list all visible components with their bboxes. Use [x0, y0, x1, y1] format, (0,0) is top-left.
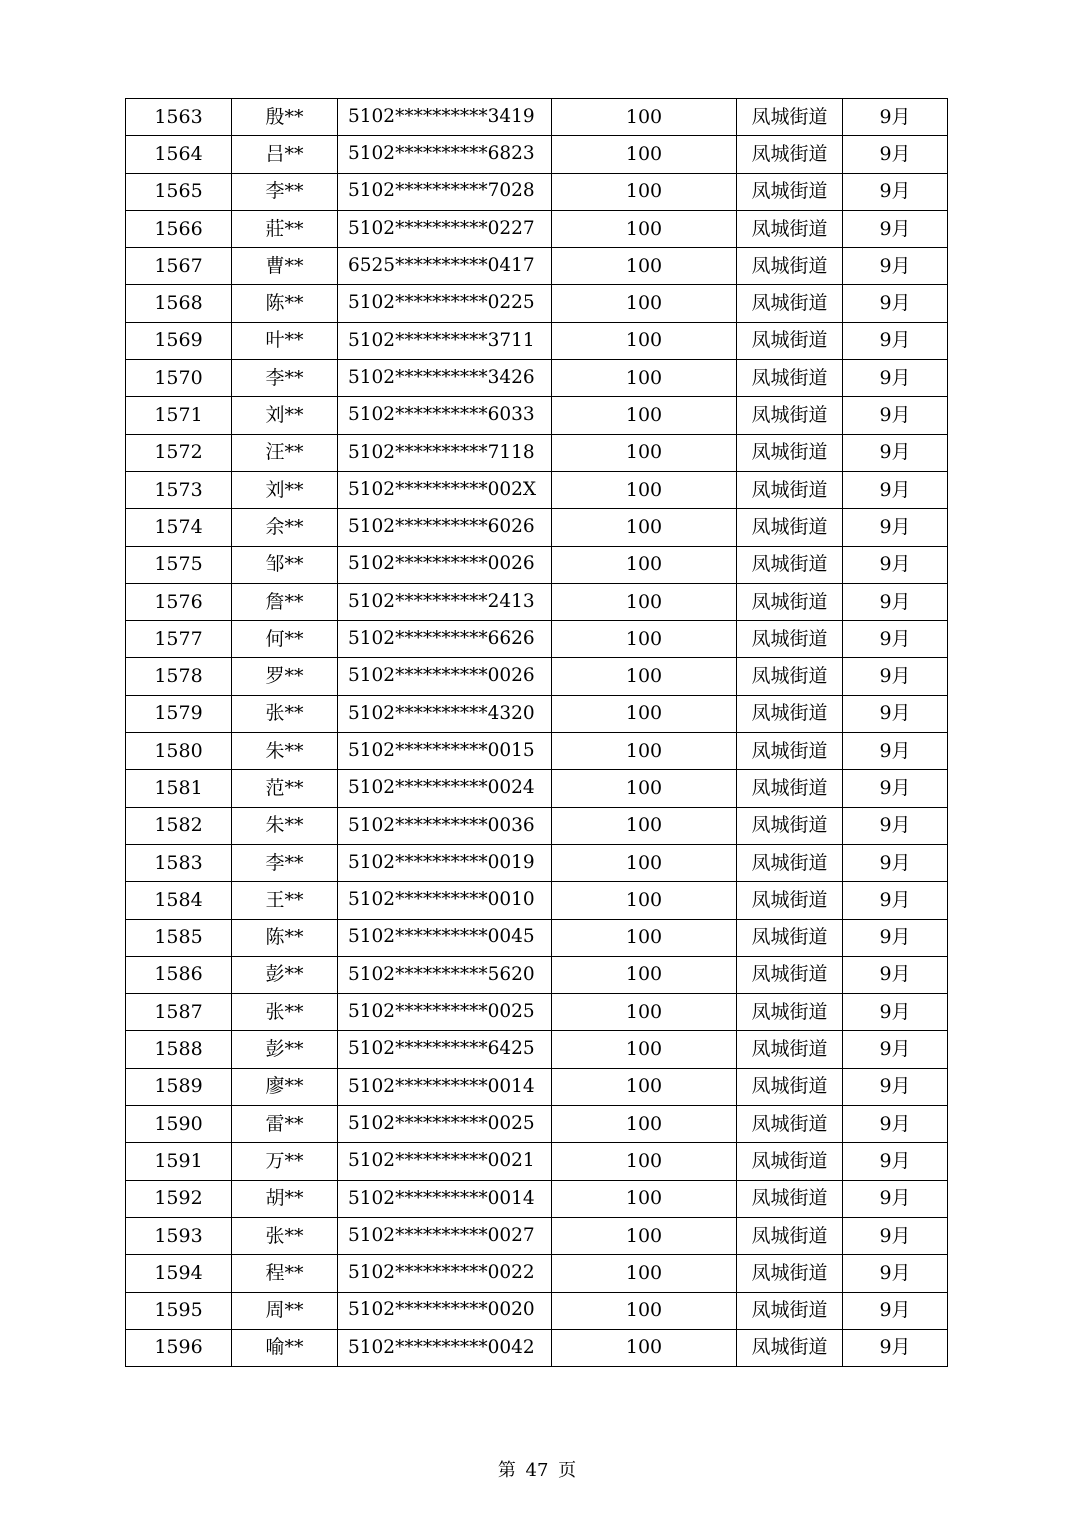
cell-name: 万** [232, 1143, 338, 1180]
table-row [126, 210, 948, 247]
table-row [126, 248, 948, 285]
cell-number: 1571 [126, 397, 232, 434]
table-row [126, 1329, 948, 1366]
cell-amount: 100 [552, 1292, 737, 1329]
cell-street: 凤城街道 [737, 1180, 843, 1217]
cell-amount: 100 [552, 1217, 737, 1254]
cell-name: 余** [232, 509, 338, 546]
cell-amount: 100 [552, 360, 737, 397]
cell-street: 凤城街道 [737, 434, 843, 471]
cell-id-number: 5102**********0021 [338, 1143, 552, 1180]
cell-month: 9月 [843, 471, 948, 508]
cell-number: 1589 [126, 1068, 232, 1105]
cell-month: 9月 [843, 919, 948, 956]
cell-number: 1594 [126, 1255, 232, 1292]
cell-id-number: 5102**********0026 [338, 658, 552, 695]
table-row [126, 770, 948, 807]
cell-id-number: 5102**********0022 [338, 1255, 552, 1292]
cell-number: 1583 [126, 844, 232, 881]
cell-name: 邹** [232, 546, 338, 583]
cell-number: 1573 [126, 471, 232, 508]
cell-number: 1574 [126, 509, 232, 546]
cell-month: 9月 [843, 360, 948, 397]
cell-month: 9月 [843, 956, 948, 993]
cell-name: 曹** [232, 248, 338, 285]
cell-name: 陈** [232, 919, 338, 956]
cell-amount: 100 [552, 807, 737, 844]
cell-amount: 100 [552, 658, 737, 695]
cell-name: 彭** [232, 956, 338, 993]
cell-amount: 100 [552, 1255, 737, 1292]
cell-id-number: 5102**********7028 [338, 173, 552, 210]
cell-name: 程** [232, 1255, 338, 1292]
cell-id-number: 5102**********0227 [338, 210, 552, 247]
table-row [126, 360, 948, 397]
cell-month: 9月 [843, 99, 948, 136]
cell-id-number: 5102**********6626 [338, 621, 552, 658]
cell-month: 9月 [843, 1329, 948, 1366]
cell-month: 9月 [843, 285, 948, 322]
cell-number: 1572 [126, 434, 232, 471]
cell-amount: 100 [552, 956, 737, 993]
cell-month: 9月 [843, 621, 948, 658]
cell-id-number: 5102**********0042 [338, 1329, 552, 1366]
cell-amount: 100 [552, 509, 737, 546]
cell-amount: 100 [552, 471, 737, 508]
cell-id-number: 5102**********0027 [338, 1217, 552, 1254]
table-row [126, 509, 948, 546]
cell-name: 彭** [232, 1031, 338, 1068]
cell-name: 李** [232, 360, 338, 397]
table-row [126, 322, 948, 359]
cell-amount: 100 [552, 546, 737, 583]
cell-street: 凤城街道 [737, 322, 843, 359]
table-row [126, 956, 948, 993]
cell-name: 吕** [232, 136, 338, 173]
cell-month: 9月 [843, 1143, 948, 1180]
cell-number: 1585 [126, 919, 232, 956]
cell-month: 9月 [843, 695, 948, 732]
cell-name: 叶** [232, 322, 338, 359]
cell-name: 莊** [232, 210, 338, 247]
cell-id-number: 5102**********0024 [338, 770, 552, 807]
cell-street: 凤城街道 [737, 1329, 843, 1366]
cell-id-number: 5102**********0036 [338, 807, 552, 844]
cell-month: 9月 [843, 1292, 948, 1329]
cell-amount: 100 [552, 99, 737, 136]
cell-month: 9月 [843, 1180, 948, 1217]
cell-amount: 100 [552, 1106, 737, 1143]
cell-amount: 100 [552, 844, 737, 881]
cell-id-number: 5102**********3711 [338, 322, 552, 359]
cell-month: 9月 [843, 1068, 948, 1105]
cell-amount: 100 [552, 695, 737, 732]
cell-name: 廖** [232, 1068, 338, 1105]
cell-amount: 100 [552, 1329, 737, 1366]
page-number: 第 47 页 [497, 1460, 577, 1481]
cell-name: 王** [232, 882, 338, 919]
cell-number: 1579 [126, 695, 232, 732]
cell-number: 1565 [126, 173, 232, 210]
cell-street: 凤城街道 [737, 919, 843, 956]
table-row [126, 1180, 948, 1217]
cell-id-number: 5102**********0026 [338, 546, 552, 583]
cell-month: 9月 [843, 882, 948, 919]
cell-id-number: 5102**********3419 [338, 99, 552, 136]
cell-month: 9月 [843, 248, 948, 285]
table-row [126, 99, 948, 136]
cell-month: 9月 [843, 994, 948, 1031]
cell-amount: 100 [552, 285, 737, 322]
cell-number: 1576 [126, 583, 232, 620]
cell-street: 凤城街道 [737, 1143, 843, 1180]
cell-name: 罗** [232, 658, 338, 695]
table-row [126, 583, 948, 620]
cell-number: 1578 [126, 658, 232, 695]
cell-name: 詹** [232, 583, 338, 620]
cell-number: 1592 [126, 1180, 232, 1217]
cell-number: 1586 [126, 956, 232, 993]
cell-street: 凤城街道 [737, 1031, 843, 1068]
cell-street: 凤城街道 [737, 285, 843, 322]
cell-id-number: 5102**********3426 [338, 360, 552, 397]
cell-number: 1563 [126, 99, 232, 136]
cell-id-number: 5102**********0015 [338, 733, 552, 770]
cell-number: 1582 [126, 807, 232, 844]
cell-month: 9月 [843, 583, 948, 620]
cell-id-number: 5102**********5620 [338, 956, 552, 993]
cell-street: 凤城街道 [737, 248, 843, 285]
cell-number: 1584 [126, 882, 232, 919]
cell-month: 9月 [843, 173, 948, 210]
cell-number: 1581 [126, 770, 232, 807]
cell-street: 凤城街道 [737, 621, 843, 658]
data-table [125, 98, 948, 1367]
cell-name: 朱** [232, 807, 338, 844]
cell-street: 凤城街道 [737, 844, 843, 881]
table-row [126, 1292, 948, 1329]
table-row [126, 471, 948, 508]
cell-amount: 100 [552, 434, 737, 471]
cell-amount: 100 [552, 1031, 737, 1068]
cell-street: 凤城街道 [737, 882, 843, 919]
cell-street: 凤城街道 [737, 546, 843, 583]
cell-street: 凤城街道 [737, 695, 843, 732]
table-row [126, 434, 948, 471]
table-row [126, 1217, 948, 1254]
cell-amount: 100 [552, 322, 737, 359]
cell-amount: 100 [552, 621, 737, 658]
table-row [126, 994, 948, 1031]
cell-number: 1564 [126, 136, 232, 173]
cell-id-number: 5102**********0025 [338, 994, 552, 1031]
cell-name: 张** [232, 994, 338, 1031]
cell-id-number: 5102**********6033 [338, 397, 552, 434]
cell-number: 1568 [126, 285, 232, 322]
cell-number: 1596 [126, 1329, 232, 1366]
cell-amount: 100 [552, 733, 737, 770]
cell-id-number: 5102**********002X [338, 471, 552, 508]
cell-id-number: 5102**********6026 [338, 509, 552, 546]
cell-number: 1593 [126, 1217, 232, 1254]
table-row [126, 882, 948, 919]
cell-month: 9月 [843, 1217, 948, 1254]
cell-number: 1595 [126, 1292, 232, 1329]
cell-id-number: 5102**********0014 [338, 1068, 552, 1105]
cell-month: 9月 [843, 322, 948, 359]
cell-month: 9月 [843, 733, 948, 770]
table-row [126, 173, 948, 210]
cell-name: 范** [232, 770, 338, 807]
cell-amount: 100 [552, 1143, 737, 1180]
cell-street: 凤城街道 [737, 1255, 843, 1292]
cell-street: 凤城街道 [737, 173, 843, 210]
cell-id-number: 5102**********0014 [338, 1180, 552, 1217]
cell-month: 9月 [843, 509, 948, 546]
cell-street: 凤城街道 [737, 733, 843, 770]
cell-id-number: 5102**********0225 [338, 285, 552, 322]
table-row [126, 621, 948, 658]
cell-name: 李** [232, 173, 338, 210]
cell-month: 9月 [843, 807, 948, 844]
cell-street: 凤城街道 [737, 210, 843, 247]
cell-street: 凤城街道 [737, 136, 843, 173]
cell-month: 9月 [843, 546, 948, 583]
cell-id-number: 5102**********4320 [338, 695, 552, 732]
cell-name: 汪** [232, 434, 338, 471]
cell-street: 凤城街道 [737, 397, 843, 434]
cell-month: 9月 [843, 1255, 948, 1292]
cell-street: 凤城街道 [737, 99, 843, 136]
cell-street: 凤城街道 [737, 658, 843, 695]
cell-number: 1569 [126, 322, 232, 359]
cell-id-number: 5102**********6823 [338, 136, 552, 173]
table-row [126, 1031, 948, 1068]
cell-amount: 100 [552, 882, 737, 919]
cell-month: 9月 [843, 136, 948, 173]
cell-name: 刘** [232, 471, 338, 508]
table-row [126, 807, 948, 844]
cell-amount: 100 [552, 173, 737, 210]
cell-name: 雷** [232, 1106, 338, 1143]
cell-id-number: 5102**********0010 [338, 882, 552, 919]
table-row [126, 1068, 948, 1105]
cell-id-number: 6525**********0417 [338, 248, 552, 285]
cell-street: 凤城街道 [737, 360, 843, 397]
cell-month: 9月 [843, 397, 948, 434]
cell-month: 9月 [843, 844, 948, 881]
cell-amount: 100 [552, 583, 737, 620]
cell-street: 凤城街道 [737, 509, 843, 546]
cell-month: 9月 [843, 770, 948, 807]
cell-street: 凤城街道 [737, 583, 843, 620]
cell-number: 1590 [126, 1106, 232, 1143]
cell-name: 喻** [232, 1329, 338, 1366]
cell-street: 凤城街道 [737, 770, 843, 807]
cell-id-number: 5102**********0045 [338, 919, 552, 956]
table-row [126, 1106, 948, 1143]
cell-street: 凤城街道 [737, 1106, 843, 1143]
table-row [126, 546, 948, 583]
cell-month: 9月 [843, 434, 948, 471]
cell-street: 凤城街道 [737, 994, 843, 1031]
cell-street: 凤城街道 [737, 807, 843, 844]
cell-name: 殷** [232, 99, 338, 136]
cell-number: 1587 [126, 994, 232, 1031]
cell-amount: 100 [552, 397, 737, 434]
cell-name: 胡** [232, 1180, 338, 1217]
cell-amount: 100 [552, 136, 737, 173]
cell-street: 凤城街道 [737, 1217, 843, 1254]
cell-name: 刘** [232, 397, 338, 434]
cell-name: 陈** [232, 285, 338, 322]
table-row [126, 397, 948, 434]
cell-id-number: 5102**********0020 [338, 1292, 552, 1329]
table-row [126, 919, 948, 956]
table-row [126, 733, 948, 770]
cell-amount: 100 [552, 248, 737, 285]
cell-name: 李** [232, 844, 338, 881]
table-row [126, 695, 948, 732]
cell-street: 凤城街道 [737, 471, 843, 508]
cell-id-number: 5102**********7118 [338, 434, 552, 471]
cell-number: 1591 [126, 1143, 232, 1180]
cell-name: 周** [232, 1292, 338, 1329]
cell-id-number: 5102**********6425 [338, 1031, 552, 1068]
cell-number: 1577 [126, 621, 232, 658]
cell-month: 9月 [843, 658, 948, 695]
cell-number: 1570 [126, 360, 232, 397]
cell-amount: 100 [552, 1068, 737, 1105]
table-body [126, 99, 948, 1367]
cell-month: 9月 [843, 210, 948, 247]
cell-name: 张** [232, 695, 338, 732]
cell-street: 凤城街道 [737, 1292, 843, 1329]
table-row [126, 1143, 948, 1180]
cell-id-number: 5102**********2413 [338, 583, 552, 620]
cell-street: 凤城街道 [737, 1068, 843, 1105]
cell-amount: 100 [552, 994, 737, 1031]
cell-number: 1588 [126, 1031, 232, 1068]
cell-number: 1566 [126, 210, 232, 247]
cell-id-number: 5102**********0019 [338, 844, 552, 881]
cell-id-number: 5102**********0025 [338, 1106, 552, 1143]
cell-name: 张** [232, 1217, 338, 1254]
cell-month: 9月 [843, 1031, 948, 1068]
table-row [126, 136, 948, 173]
cell-name: 何** [232, 621, 338, 658]
table-row [126, 1255, 948, 1292]
cell-amount: 100 [552, 919, 737, 956]
table-row [126, 844, 948, 881]
cell-name: 朱** [232, 733, 338, 770]
cell-month: 9月 [843, 1106, 948, 1143]
cell-street: 凤城街道 [737, 956, 843, 993]
cell-number: 1580 [126, 733, 232, 770]
table-row [126, 658, 948, 695]
cell-amount: 100 [552, 1180, 737, 1217]
cell-number: 1567 [126, 248, 232, 285]
cell-number: 1575 [126, 546, 232, 583]
cell-amount: 100 [552, 770, 737, 807]
cell-amount: 100 [552, 210, 737, 247]
table-row [126, 285, 948, 322]
